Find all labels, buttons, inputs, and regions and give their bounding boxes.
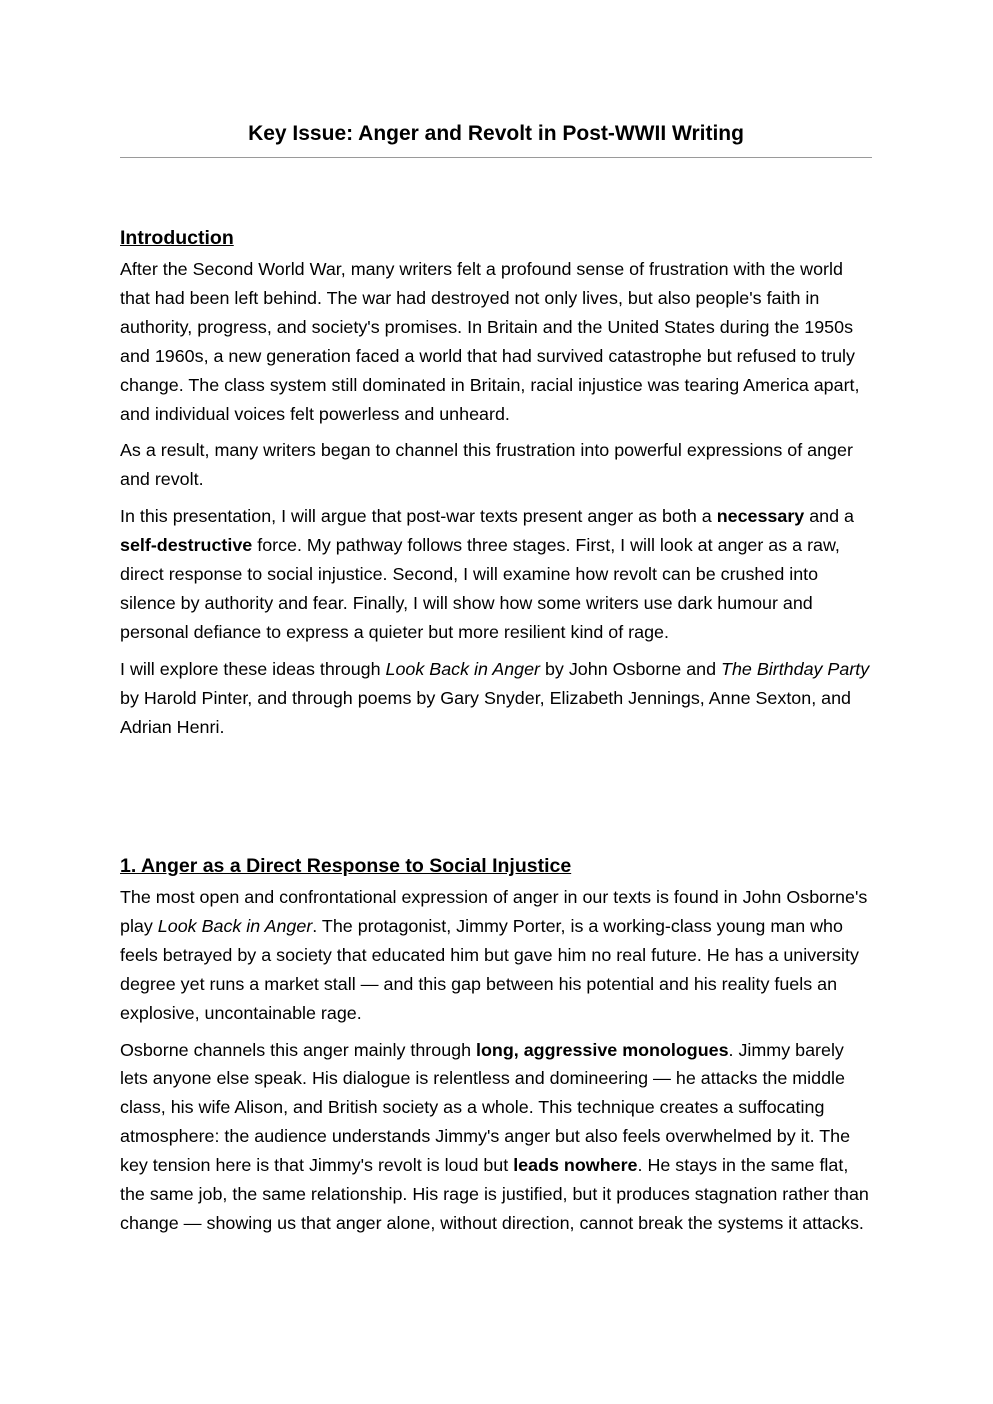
title-divider: [120, 157, 872, 158]
introduction-section: [120, 225, 872, 742]
emphasis-leads-nowhere: leads nowhere: [513, 1155, 638, 1176]
section-1-heading: 1. Anger as a Direct Response to Social Injustice: [120, 855, 572, 877]
emphasis-necessary: necessary: [716, 506, 805, 527]
section-1: [120, 853, 872, 1238]
emphasis-self-destructive: self-destructive: [120, 535, 253, 556]
title-look-back-in-anger: Look Back in Anger: [385, 658, 541, 679]
intro-paragraph-3: In this presentation, I will argue that post-war texts present anger as both a necessary and a self-destructive force. My pathway follows three stages. First, I will look at anger as a raw, direct response to social injustice. Second, I will examine how revolt can be crushed into silence by authority and fear. Finally, I will show how some writers use dark humour and personal defiance to express a quieter but more resilient kind of rage.: [120, 506, 854, 642]
introduction-heading: Introduction: [120, 227, 234, 249]
title-the-birthday-party: The Birthday Party: [721, 658, 870, 679]
title-look-back-in-anger: Look Back in Anger: [157, 915, 313, 936]
intro-paragraph-4: I will explore these ideas through Look Back in Anger by John Osborne and The Birthday Party by Harold Pinter, and through poems by Gary Snyder, Elizabeth Jennings, Anne Sexton, and Adrian Henri.: [120, 658, 870, 737]
intro-paragraph-1: After the Second World War, many writers felt a profound sense of frustration with the world that had been left behind. The war had destroyed not only lives, but also people's faith in authority, progress, and society's promises. In Britain and the United States during the 1950s and 1960s, a new generation faced a world that had survived catastrophe but refused to truly change. The class system still dominated in Britain, racial injustice was tearing America apart, and individual voices felt powerless and unheard.: [120, 259, 860, 424]
intro-paragraph-2: As a result, many writers began to channel this frustration into powerful expressions of anger and revolt.: [120, 440, 853, 490]
emphasis-monologues: long, aggressive monologues: [476, 1039, 729, 1060]
section-1-paragraph-2: Osborne channels this anger mainly through long, aggressive monologues. Jimmy barely lets anyone else speak. His dialogue is relentless and domineering — he attacks the middle class, his wife Alison, and British society as a whole. This technique creates a suffocating atmosphere: the audience understands Jimmy's anger but also feels overwhelmed by it. The key tension here is that Jimmy's revolt is loud but leads nowhere. He stays in the same flat, the same job, the same relationship. His rage is justified, but it produces stagnation rather than change — showing us that anger alone, without direction, cannot break the systems it attacks.: [120, 1039, 869, 1233]
section-1-paragraph-1: The most open and confrontational expression of anger in our texts is found in John Osborne's play Look Back in Anger. The protagonist, Jimmy Porter, is a working-class young man who feels betrayed by a society that educated him but gave him no real future. He has a university degree yet runs a market stall — and this gap between his potential and his reality fuels an explosive, uncontainable rage.: [120, 887, 868, 1023]
document-title: Key Issue: Anger and Revolt in Post-WWII Writing: [248, 122, 744, 145]
